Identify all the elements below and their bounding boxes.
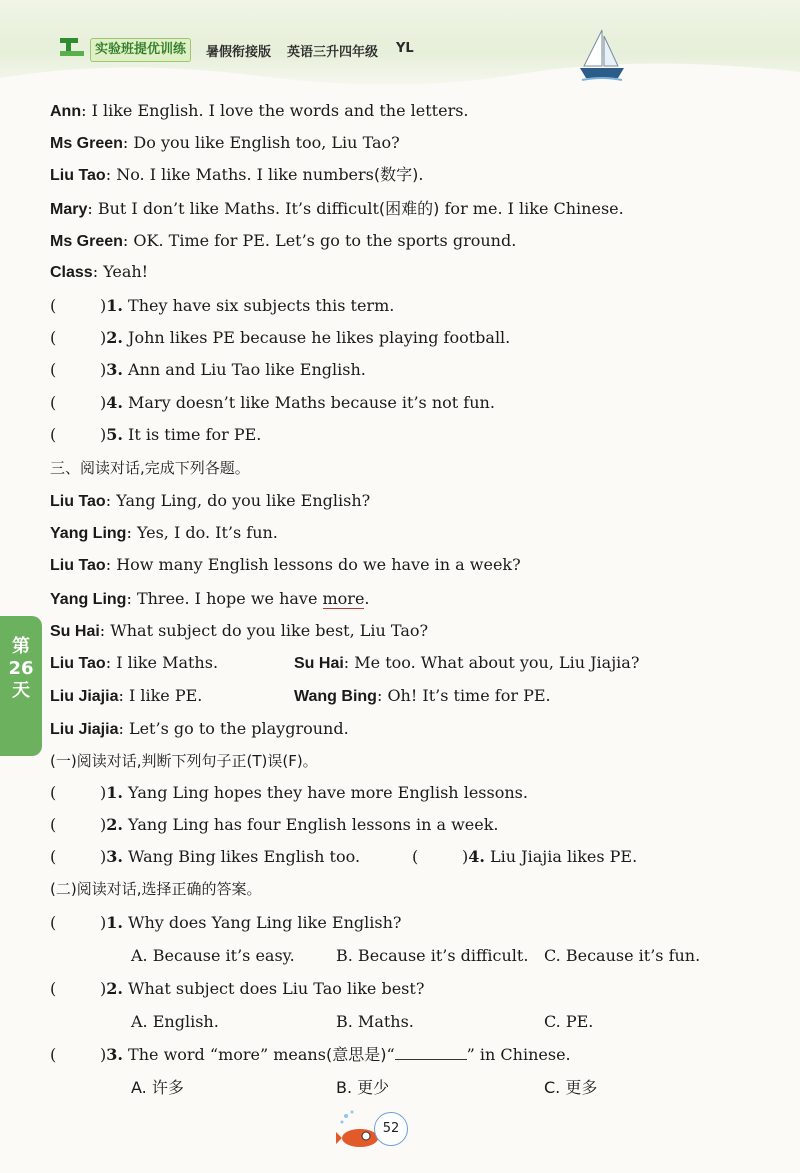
dialogue2-line-7a: Liu Jiajia: I like PE.: [50, 686, 203, 705]
dialogue2-line-3: Liu Tao: How many English lessons do we have in a week?: [50, 555, 521, 574]
dialogue1-line-1: Ann: I like English. I love the words and the letters.: [50, 101, 469, 120]
dialogue1-line-2: Ms Green: Do you like English too, Liu Tao?: [50, 133, 400, 152]
tf1-question-5: ( )5. It is time for PE.: [50, 425, 262, 444]
day-tab-label: 第26天: [8, 636, 34, 701]
answer-blank[interactable]: (: [50, 393, 57, 412]
mc-question-3: ( )3. The word “more” means(意思是)“ ” in Chinese.: [50, 1045, 571, 1064]
underlined-word: more: [322, 589, 365, 608]
dialogue2-line-4: Yang Ling: Three. I hope we have more.: [50, 589, 370, 608]
dialogue2-line-5: Su Hai: What subject do you like best, Liu Tao?: [50, 621, 429, 640]
mc2-option-c: C. PE.: [544, 1012, 594, 1031]
sailboat-icon: [576, 26, 628, 84]
answer-blank[interactable]: (: [50, 425, 57, 444]
mc2-option-b: B. Maths.: [336, 1012, 414, 1031]
day-tab: [0, 616, 42, 756]
part2-title: (二)阅读对话,选择正确的答案。: [50, 880, 262, 898]
mc1-option-a: A. Because it’s easy.: [131, 946, 295, 965]
tf2-question-2: ( )2. Yang Ling has four English lessons in a week.: [50, 815, 499, 834]
tf1-question-2: ( )2. John likes PE because he likes playing football.: [50, 328, 511, 347]
answer-blank[interactable]: (: [50, 1045, 57, 1064]
dialogue2-line-1: Liu Tao: Yang Ling, do you like English?: [50, 491, 371, 510]
mc3-option-c: C. 更多: [544, 1078, 598, 1097]
mc3-option-a: A. 许多: [131, 1078, 184, 1097]
mc3-option-b: B. 更少: [336, 1078, 390, 1097]
tf1-question-4: ( )4. Mary doesn’t like Maths because it’s not fun.: [50, 393, 495, 412]
mc-question-2: ( )2. What subject does Liu Tao like best?: [50, 979, 425, 998]
dialogue2-line-2: Yang Ling: Yes, I do. It’s fun.: [50, 523, 278, 542]
dialogue2-line-8: Liu Jiajia: Let’s go to the playground.: [50, 719, 349, 738]
tf2-question-4: ( )4. Liu Jiajia likes PE.: [412, 847, 638, 866]
answer-blank[interactable]: (: [50, 913, 57, 932]
answer-blank[interactable]: (: [50, 847, 57, 866]
page-header: [0, 0, 800, 96]
dialogue1-line-3: Liu Tao: No. I like Maths. I like numbers(数字).: [50, 165, 424, 184]
mc-question-1: ( )1. Why does Yang Ling like English?: [50, 913, 402, 932]
answer-blank[interactable]: (: [50, 328, 57, 347]
edition-label: 暑假衔接版: [206, 45, 272, 60]
fill-in-blank[interactable]: [395, 1045, 467, 1060]
mc2-option-a: A. English.: [131, 1012, 219, 1031]
dialogue2-line-7b: Wang Bing: Oh! It’s time for PE.: [294, 686, 551, 705]
dialogue1-line-5: Ms Green: OK. Time for PE. Let’s go to the sports ground.: [50, 231, 517, 250]
answer-blank[interactable]: (: [50, 783, 57, 802]
section3-title: 三、阅读对话,完成下列各题。: [50, 459, 250, 477]
tf1-question-3: ( )3. Ann and Liu Tao like English.: [50, 360, 366, 379]
dialogue2-line-6a: Liu Tao: I like Maths.: [50, 653, 219, 672]
answer-blank[interactable]: (: [50, 360, 57, 379]
answer-blank[interactable]: (: [412, 847, 419, 866]
page-number: 52: [374, 1112, 408, 1146]
answer-blank[interactable]: (: [50, 296, 57, 315]
mc1-option-c: C. Because it’s fun.: [544, 946, 701, 965]
dialogue1-line-6: Class: Yeah!: [50, 262, 149, 281]
tf2-question-3: ( )3. Wang Bing likes English too.: [50, 847, 361, 866]
publisher-label: YL: [396, 41, 414, 56]
subject-grade-label: 英语三升四年级: [287, 45, 379, 60]
tf2-question-1: ( )1. Yang Ling hopes they have more English lessons.: [50, 783, 528, 802]
answer-blank[interactable]: (: [50, 979, 57, 998]
mc1-option-b: B. Because it’s difficult.: [336, 946, 529, 965]
part1-title: (一)阅读对话,判断下列句子正(T)误(F)。: [50, 752, 318, 770]
dialogue2-line-6b: Su Hai: Me too. What about you, Liu Jiajia?: [294, 653, 640, 672]
header-wave-decoration: [0, 58, 800, 98]
tf1-question-1: ( )1. They have six subjects this term.: [50, 296, 395, 315]
dialogue1-line-4: Mary: But I don’t like Maths. It’s difficult(困难的) for me. I like Chinese.: [50, 199, 624, 218]
series-title: 实验班提优训练: [90, 38, 191, 62]
answer-blank[interactable]: (: [50, 815, 57, 834]
series-logo-icon: [58, 36, 86, 58]
